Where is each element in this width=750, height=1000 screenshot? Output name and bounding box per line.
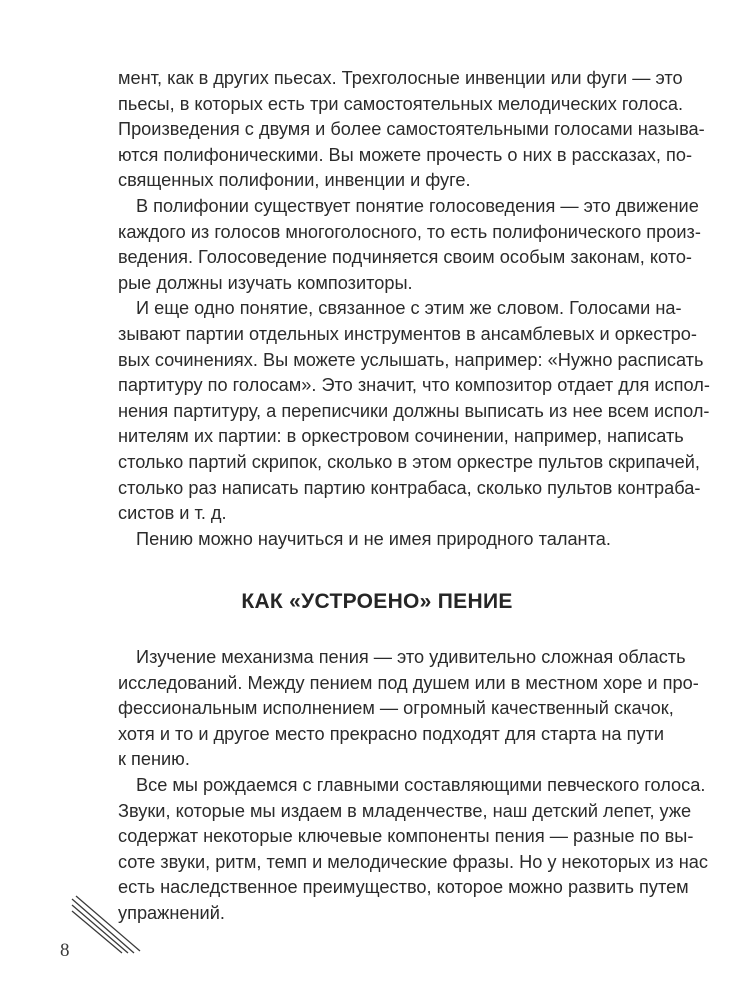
top-text-block xyxy=(118,66,710,552)
text-line: каждого из голосов многоголосного, то есть полифонического произ- xyxy=(118,221,701,242)
deco-line xyxy=(72,911,122,953)
deco-line xyxy=(72,905,128,953)
text-line: исследований. Между пением под душем или в местном хоре и про- xyxy=(118,672,699,693)
text-line: хотя и то и другое место прекрасно подходят для старта на пути xyxy=(118,723,665,744)
text-line: Изучение механизма пения — это удивительно сложная область xyxy=(136,647,686,667)
text-line: содержат некоторые ключевые компоненты пения — разные по вы- xyxy=(118,826,694,847)
page-number: 8 xyxy=(60,940,70,961)
text-line: Звуки, которые мы издаем в младенчестве, наш детский лепет, уже xyxy=(118,800,692,821)
deco-line xyxy=(72,899,134,953)
text-line: к пению. xyxy=(118,749,190,770)
text-line: Пению можно научиться и не имея природного таланта. xyxy=(136,528,611,549)
text-line: ются полифоническими. Вы можете прочесть о них в рассказах, по- xyxy=(118,144,693,165)
text-line: упражнений. xyxy=(118,902,225,923)
diagonal-lines-icon xyxy=(70,895,140,955)
text-line: ведения. Голосоведение подчиняется своим особым законам, кото- xyxy=(118,247,692,268)
deco-line xyxy=(76,896,140,951)
text-line: Произведения с двумя и более самостоятельными голосами называ- xyxy=(118,119,705,140)
text-line: вых сочинениях. Вы можете услышать, например: «Нужно расписать xyxy=(118,349,704,370)
text-line: И еще одно понятие, связанное с этим же словом. Голосами на- xyxy=(136,298,682,319)
text-line: столько партий скрипок, сколько в этом оркестре пультов скрипачей, xyxy=(118,451,700,472)
text-line: столько раз написать партию контрабаса, сколько пультов контраба- xyxy=(118,477,701,498)
text-line: фессиональным исполнением — огромный качественный скачок, xyxy=(118,698,674,719)
text-line: нителям их партии: в оркестровом сочинении, например, написать xyxy=(118,426,684,447)
text-line: соте звуки, ритм, темп и мелодические фразы. Но у некоторых из нас xyxy=(118,851,708,872)
text-line: Все мы рождаемся с главными составляющими певческого голоса. xyxy=(136,774,706,795)
text-line: нения партитуру, а переписчики должны выписать из нее всем испол- xyxy=(118,400,710,421)
text-line: есть наследственное преимущество, которое можно развить путем xyxy=(118,877,689,898)
section-heading: КАК «УСТРОЕНО» ПЕНИЕ xyxy=(241,590,513,613)
text-line: зывают партии отдельных инструментов в ансамблевых и оркестро- xyxy=(118,323,697,344)
text-line: рые должны изучать композиторы. xyxy=(118,272,413,293)
text-line: пьесы, в которых есть три самостоятельных мелодических голоса. xyxy=(118,93,684,114)
text-line: В полифонии существует понятие голосоведения — это движение xyxy=(136,195,699,216)
text-line: систов и т. д. xyxy=(118,503,227,524)
text-line: партитуру по голосам». Это значит, что композитор отдает для испол- xyxy=(118,375,710,396)
bottom-text-block xyxy=(118,645,708,927)
text-line: священных полифонии, инвенции и фуге. xyxy=(118,170,471,191)
text-line: мент, как в других пьесах. Трехголосные инвенции или фуги — это xyxy=(118,68,683,88)
